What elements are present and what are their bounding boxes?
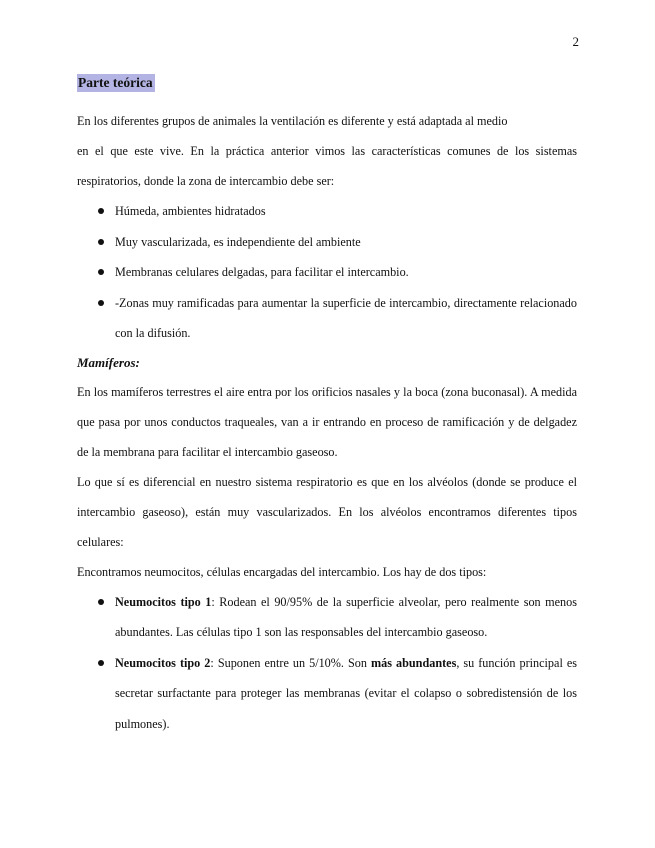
bullet-icon (98, 208, 104, 214)
list-item: Húmeda, ambientes hidratados (77, 196, 577, 227)
emphasis: más abundantes (371, 655, 457, 670)
list-item: -Zonas muy ramificadas para aumentar la superficie de intercambio, directamente relacionado con la difusión. (77, 288, 577, 349)
bullet-icon (98, 269, 104, 275)
mammals-paragraph-2: Lo que sí es diferencial en nuestro sistema respiratorio es que en los alvéolos (donde se produce el intercambio gaseoso), están muy vascularizados. En los alvéolos encontramos diferentes tipos celulares: (77, 474, 577, 549)
intro-paragraph: en el que este vive. En la práctica anterior vimos las características comunes de los sistemas respiratorios, donde la zona de intercambio debe ser: (77, 144, 577, 188)
intro-first-line: En los diferentes grupos de animales la ventilación es diferente y está adaptada al medio (77, 114, 508, 128)
page-number: 2 (572, 34, 579, 49)
mammals-paragraph-1: En los mamíferos terrestres el aire entra por los orificios nasales y la boca (zona buconasal). A medida que pasa por unos conductos traqueales, van a ir entrando en proceso de ramificación y de delgadez de la membrana para facilitar el intercambio gaseoso. (77, 384, 577, 459)
mammals-paragraph-3: Encontramos neumocitos, células encargadas del intercambio. Los hay de dos tipos: (77, 564, 487, 579)
list-item-pneumocyte-type-2: Neumocitos tipo 2: Suponen entre un 5/10%. Son más abundantes, su función principal es secretar surfactante para proteger las membranas (evitar el colapso o sobredistensión de los pulmones). (77, 648, 577, 740)
list-item-pneumocyte-type-1: Neumocitos tipo 1: Rodean el 90/95% de la superficie alveolar, pero realmente son menos abundantes. Las células tipo 1 son las responsables del intercambio gaseoso. (77, 587, 577, 648)
list-item: Membranas celulares delgadas, para facilitar el intercambio. (77, 257, 577, 288)
bullet-icon (98, 239, 104, 245)
mammals-title: Mamíferos: (77, 354, 140, 370)
document-body (77, 74, 577, 739)
bullet-icon (98, 660, 104, 666)
conditions-list (77, 196, 577, 349)
section-heading: Parte teórica (78, 75, 153, 90)
pneumocytes-list (77, 587, 577, 740)
bullet-icon (98, 300, 104, 306)
term-label: Neumocitos tipo 2 (115, 655, 211, 670)
bullet-icon (98, 599, 104, 605)
term-label: Neumocitos tipo 1 (115, 594, 212, 609)
list-item: Muy vascularizada, es independiente del ambiente (77, 227, 577, 258)
